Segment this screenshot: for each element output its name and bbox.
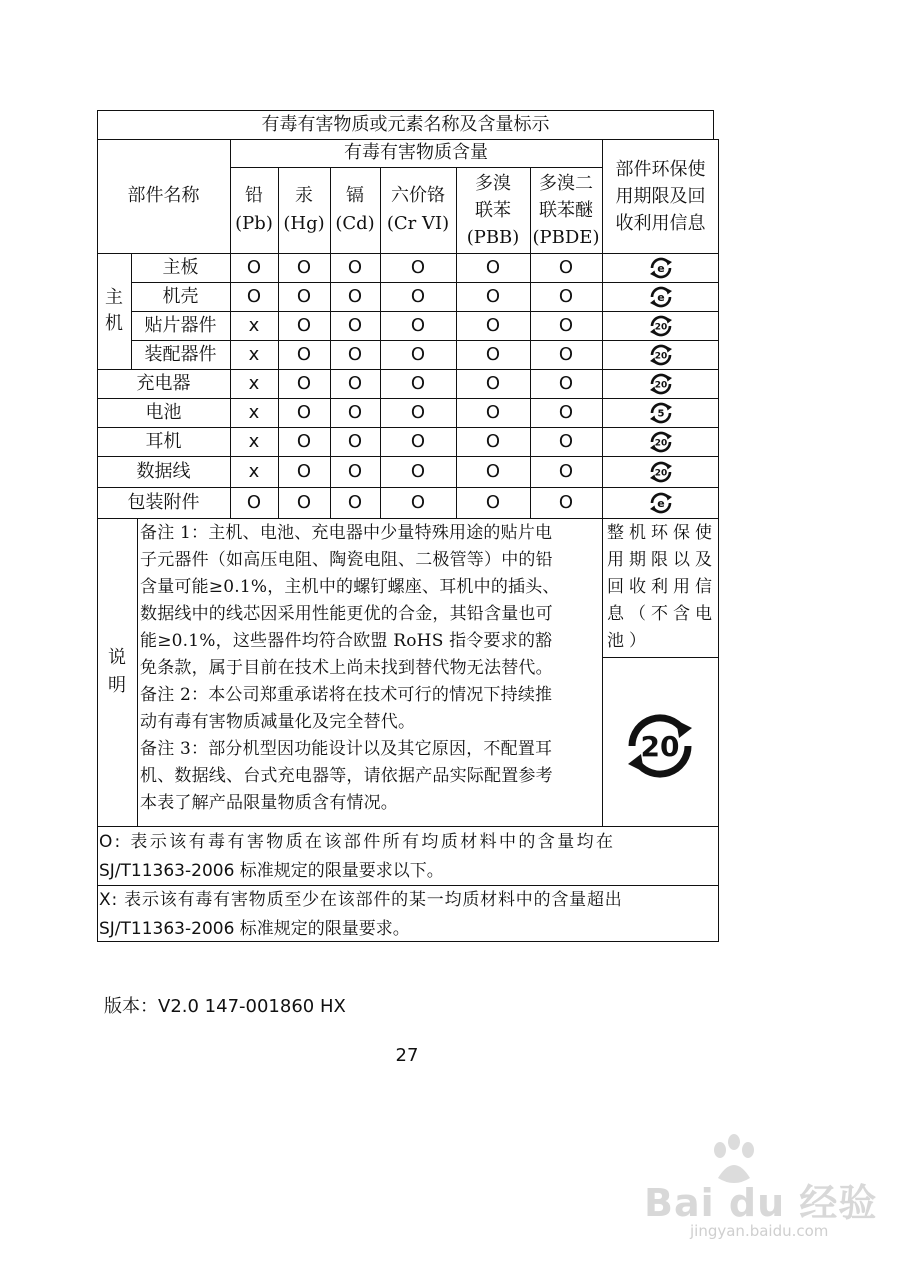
value-cell: O bbox=[410, 460, 426, 482]
value-cell: O bbox=[410, 285, 426, 307]
value-cell: x bbox=[248, 401, 260, 423]
value-cell: O bbox=[485, 372, 501, 394]
value-cell: x bbox=[248, 460, 260, 482]
value-cell: O bbox=[296, 285, 312, 307]
substance-header-hg bbox=[278, 167, 330, 253]
value-cell: O bbox=[485, 285, 501, 307]
eco-20-logo-number: 20 bbox=[640, 730, 680, 763]
value-cell: O bbox=[347, 372, 363, 394]
part-name-header: 部件名称 bbox=[127, 185, 200, 206]
value-cell: O bbox=[347, 460, 363, 482]
note-line: 子元器件（如高压电阻、陶瓷电阻、二极管等）中的铅 bbox=[140, 550, 553, 570]
part-name-cell: 耳机 bbox=[145, 430, 182, 452]
eco-e-icon bbox=[602, 253, 719, 282]
legend-x-line: SJ/T11363-2006 标准规定的限量要求。 bbox=[99, 919, 410, 939]
substance-symbol: (Cd) bbox=[335, 213, 375, 234]
eco-e-icon bbox=[649, 256, 673, 280]
value-cell: O bbox=[558, 314, 574, 336]
group-label-host bbox=[97, 253, 131, 369]
value-cell: O bbox=[485, 430, 501, 452]
value-cell: O bbox=[558, 256, 574, 278]
eco-period-icon bbox=[602, 427, 719, 456]
watermark-brand: Bai du 经验 bbox=[644, 1181, 878, 1225]
note-line: 免条款，属于目前在技术上尚未找到替代物无法替代。 bbox=[140, 658, 553, 678]
value-cell: O bbox=[246, 491, 262, 513]
eco-period-icon bbox=[649, 430, 673, 454]
substance-name: 汞 bbox=[295, 185, 313, 206]
value-cell: O bbox=[246, 256, 262, 278]
note-line: 备注 1：主机、电池、充电器中少量特殊用途的贴片电 bbox=[140, 523, 553, 543]
eco-e-icon bbox=[602, 282, 719, 311]
value-cell: O bbox=[558, 372, 574, 394]
eco-period-icon bbox=[649, 372, 673, 396]
eco-icon-label: 20 bbox=[654, 322, 667, 332]
value-cell: x bbox=[248, 314, 260, 336]
value-cell: O bbox=[410, 256, 426, 278]
substance-symbol: (PBDE) bbox=[532, 226, 600, 248]
eco-icon-label: 20 bbox=[654, 438, 667, 448]
legend-o bbox=[99, 828, 719, 886]
table-title: 有毒有害物质或元素名称及含量标示 bbox=[261, 114, 550, 135]
value-cell: O bbox=[347, 256, 363, 278]
value-cell: O bbox=[485, 343, 501, 365]
side-note-line: 整机环保使 bbox=[607, 523, 717, 543]
note-line: 本表了解产品限量物质含有情况。 bbox=[140, 793, 398, 813]
page-number: 27 bbox=[395, 1045, 419, 1066]
value-cell: O bbox=[410, 401, 426, 423]
side-note-line: 池） bbox=[607, 631, 651, 651]
eco-e-icon bbox=[649, 491, 673, 515]
value-cell: O bbox=[410, 314, 426, 336]
value-cell: O bbox=[296, 372, 312, 394]
eco-period-icon bbox=[649, 401, 673, 425]
part-name-cell: 贴片器件 bbox=[144, 314, 217, 336]
value-cell: O bbox=[347, 285, 363, 307]
eco-header-line: 部件环保使 bbox=[615, 158, 706, 180]
rule bbox=[602, 657, 719, 658]
note-line: 备注 2：本公司郑重承诺将在技术可行的情况下持续推 bbox=[140, 685, 553, 705]
value-cell: O bbox=[558, 343, 574, 365]
eco-icon-label: e bbox=[656, 261, 665, 275]
value-cell: O bbox=[296, 256, 312, 278]
value-cell: O bbox=[296, 460, 312, 482]
value-cell: O bbox=[347, 491, 363, 513]
eco-icon-label: e bbox=[656, 496, 665, 510]
value-cell: O bbox=[347, 314, 363, 336]
value-cell: O bbox=[296, 401, 312, 423]
substance-group-header: 有毒有害物质含量 bbox=[344, 142, 488, 163]
legend-x bbox=[99, 886, 719, 944]
part-name-cell: 数据线 bbox=[136, 460, 191, 482]
substance-name: 六价铬 bbox=[391, 185, 445, 206]
value-cell: O bbox=[410, 430, 426, 452]
legend-o-line: O: 表示该有毒有害物质在该部件所有均质材料中的含量均在 bbox=[99, 832, 616, 852]
legend-x-line: X: 表示该有毒有害物质至少在该部件的某一均质材料中的含量超出 bbox=[99, 890, 623, 910]
eco-period-icon bbox=[602, 311, 719, 340]
substance-name: 镉 bbox=[346, 185, 364, 206]
eco-icon-label: 20 bbox=[654, 380, 667, 390]
value-cell: O bbox=[347, 343, 363, 365]
group-label-char: 主 bbox=[105, 287, 123, 308]
value-cell: O bbox=[485, 491, 501, 513]
part-name-cell: 主板 bbox=[162, 256, 199, 278]
value-cell: O bbox=[347, 401, 363, 423]
note-line: 机、数据线、台式充电器等，请依据产品实际配置参考 bbox=[140, 766, 553, 786]
part-name-cell: 充电器 bbox=[136, 372, 191, 394]
value-cell: O bbox=[485, 460, 501, 482]
substance-name: 多溴 bbox=[475, 172, 511, 194]
note-line: 含量可能≥0.1%，主机中的螺钉螺座、耳机中的插头、 bbox=[140, 577, 560, 597]
legend-o-line: SJ/T11363-2006 标准规定的限量要求以下。 bbox=[99, 861, 444, 881]
value-cell: O bbox=[410, 372, 426, 394]
eco-icon-label: 20 bbox=[654, 468, 667, 478]
note-line: 能≥0.1%，这些器件均符合欧盟 RoHS 指令要求的豁 bbox=[140, 631, 553, 651]
side-note bbox=[607, 520, 717, 655]
part-name-cell: 电池 bbox=[145, 401, 182, 423]
notes-label bbox=[97, 518, 137, 826]
note-line: 数据线中的线芯因采用性能更优的合金，其铅含量也可 bbox=[140, 604, 553, 624]
substance-symbol: (PBB) bbox=[466, 226, 520, 248]
value-cell: O bbox=[485, 401, 501, 423]
substance-name: 铅 bbox=[245, 185, 263, 206]
rule bbox=[97, 518, 719, 519]
eco-icon-label: 5 bbox=[657, 408, 664, 419]
substance-symbol: (Cr VI) bbox=[386, 213, 450, 234]
rule bbox=[137, 518, 138, 826]
eco-header-line: 用期限及回 bbox=[615, 185, 706, 207]
substance-name: 联苯醚 bbox=[539, 199, 593, 221]
note-line: 备注 3：部分机型因功能设计以及其它原因，不配置耳 bbox=[140, 739, 553, 759]
value-cell: O bbox=[410, 491, 426, 513]
part-name-cell: 机壳 bbox=[162, 285, 199, 307]
value-cell: O bbox=[296, 314, 312, 336]
value-cell: O bbox=[296, 491, 312, 513]
value-cell: O bbox=[485, 256, 501, 278]
eco-period-icon bbox=[649, 343, 673, 367]
side-note-line: 用期限以及 bbox=[607, 550, 717, 570]
eco-e-icon bbox=[649, 285, 673, 309]
eco-e-icon bbox=[602, 487, 719, 518]
substance-symbol: (Hg) bbox=[283, 213, 325, 234]
notes-label-char: 说 bbox=[108, 647, 126, 668]
eco-icon-label: 20 bbox=[654, 351, 667, 361]
rule bbox=[97, 826, 719, 827]
group-label-char: 机 bbox=[105, 313, 123, 334]
eco-period-icon bbox=[602, 456, 719, 487]
value-cell: O bbox=[558, 460, 574, 482]
note-line: 动有毒有害物质减量化及完全替代。 bbox=[140, 712, 416, 732]
value-cell: O bbox=[558, 430, 574, 452]
value-cell: O bbox=[558, 285, 574, 307]
substance-name: 多溴二 bbox=[539, 172, 593, 194]
value-cell: O bbox=[347, 430, 363, 452]
eco-icon-label: e bbox=[656, 290, 665, 304]
eco-period-header bbox=[602, 139, 719, 253]
value-cell: O bbox=[296, 430, 312, 452]
notes-text bbox=[140, 520, 600, 817]
eco-period-icon bbox=[602, 369, 719, 398]
side-note-line: 回收利用信 bbox=[607, 577, 717, 597]
eco-period-icon bbox=[602, 340, 719, 369]
value-cell: O bbox=[558, 401, 574, 423]
eco-period-icon bbox=[602, 398, 719, 427]
notes-label-char: 明 bbox=[108, 675, 126, 696]
value-cell: x bbox=[248, 430, 260, 452]
eco-20-logo-icon bbox=[622, 708, 698, 784]
value-cell: O bbox=[558, 491, 574, 513]
value-cell: x bbox=[248, 343, 260, 365]
watermark-url: jingyan.baidu.com bbox=[690, 1222, 829, 1240]
substance-header-cd bbox=[330, 167, 380, 253]
eco-period-icon bbox=[649, 460, 673, 484]
substance-header-pbde bbox=[530, 167, 602, 253]
substance-header-crvi bbox=[380, 167, 456, 253]
eco-header-line: 收利用信息 bbox=[615, 212, 706, 234]
value-cell: x bbox=[248, 372, 260, 394]
eco-period-icon bbox=[649, 314, 673, 338]
value-cell: O bbox=[410, 343, 426, 365]
value-cell: O bbox=[485, 314, 501, 336]
value-cell: O bbox=[246, 285, 262, 307]
value-cell: O bbox=[296, 343, 312, 365]
side-note-line: 息（不含电 bbox=[607, 604, 717, 624]
part-name-cell: 包装附件 bbox=[127, 491, 200, 513]
part-name-cell: 装配器件 bbox=[144, 343, 217, 365]
substance-header-pb bbox=[230, 167, 278, 253]
version-text: 版本：V2.0 147-001860 HX bbox=[104, 996, 346, 1017]
substance-header-pbb bbox=[456, 167, 530, 253]
substance-symbol: (Pb) bbox=[235, 213, 273, 234]
substance-name: 联苯 bbox=[475, 199, 511, 221]
